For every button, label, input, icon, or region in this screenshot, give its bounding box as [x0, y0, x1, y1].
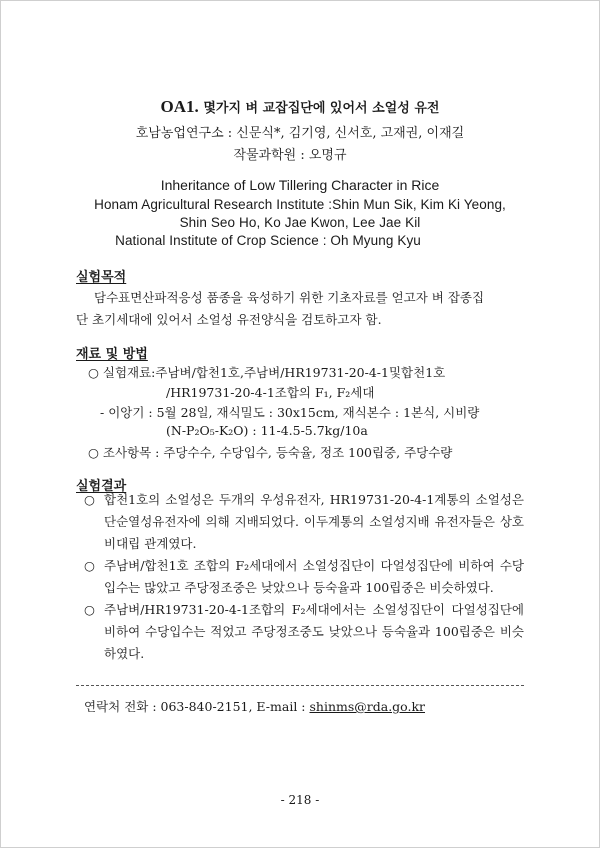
materials-line2: /HR19731-20-4-1조합의 F₁, F₂세대 [166, 385, 375, 400]
materials-line1: ○ 실험재료:주남벼/합천1호,주남벼/HR19731-20-4-1및합천1호 [88, 365, 446, 380]
section-divider [76, 685, 524, 686]
contact-email-link[interactable]: shinms@rda.go.kr [309, 699, 425, 714]
result-item-text: 주남벼/HR19731-20-4-1조합의 F₂세대에서는 소얼성집단이 다얼성집단에 비하여 수당입수는 적었고 주당정조중도 낮았으나 등숙율과 100립중은 비슷하였다. [104, 602, 524, 661]
result-item-text: 주남벼/합천1호 조합의 F₂세대에서 소얼성집단이 다얼성집단에 비하여 수당입수는 많았고 주당정조중은 낮았으나 등숙율과 100립중은 비슷하였다. [104, 558, 524, 595]
paper-title-english: Inheritance of Low Tillering Character in Rice [160, 177, 440, 193]
transplant-line1: - 이앙기 : 5월 28일, 재식밀도 : 30x15cm, 재식본수 : 1본식, 시비량 [100, 405, 480, 420]
contact-info [84, 697, 425, 715]
authors-kr-line2: 작물과학원 : 오명규 [233, 148, 347, 163]
result-item [84, 555, 524, 599]
objective-line1: 담수표면산파적응성 품종을 육성하기 위한 기초자료를 얻고자 벼 잡종집 [94, 290, 485, 305]
page-number: - 218 - [280, 793, 320, 807]
transplant-line2: (N-P₂O₅-K₂O) : 11-4.5-5.7kg/10a [166, 423, 368, 438]
paper-title-text: 몇가지 벼 교잡집단에 있어서 소얼성 유전 [203, 101, 440, 116]
authors-kr-line1: 호남농업연구소 : 신문식*, 김기영, 신서호, 고재권, 이재길 [135, 126, 465, 141]
authors-en-line2: Shin Seo Ho, Ko Jae Kwon, Lee Jae Kil [179, 215, 421, 230]
result-item [84, 599, 524, 665]
result-item [84, 489, 524, 555]
survey-items-line: ○ 조사항목 : 주당수수, 수당입수, 등숙율, 정조 100립중, 주당수량 [88, 445, 453, 460]
bullet-icon: ○ [84, 602, 95, 617]
objective-heading: 실험목적 [76, 270, 127, 285]
bullet-icon: ○ [84, 492, 95, 507]
contact-prefix: 연락처 전화 : 063-840-2151, E-mail : [84, 699, 310, 714]
results-heading: 실험결과 [76, 479, 127, 494]
authors-en-line1: Honam Agricultural Research Institute :Shin Mun Sik, Kim Ki Yeong, [94, 197, 506, 212]
authors-en-line3: National Institute of Crop Science : Oh Myung Kyu [115, 233, 421, 248]
methods-heading: 재료 및 방법 [76, 347, 148, 362]
paper-title-korean [0, 97, 600, 117]
paper-code: OA1. [160, 97, 199, 116]
bullet-icon: ○ [84, 558, 95, 573]
objective-line2: 단 초기세대에 있어서 소얼성 유전양식을 검토하고자 함. [76, 312, 382, 327]
result-item-text: 합천1호의 소얼성은 두개의 우성유전자, HR19731-20-4-1계통의 소얼성은 단순열성유전자에 의해 지배되었다. 이두계통의 소얼성지배 유전자들은 상호 비대립 관계였다. [104, 492, 524, 551]
